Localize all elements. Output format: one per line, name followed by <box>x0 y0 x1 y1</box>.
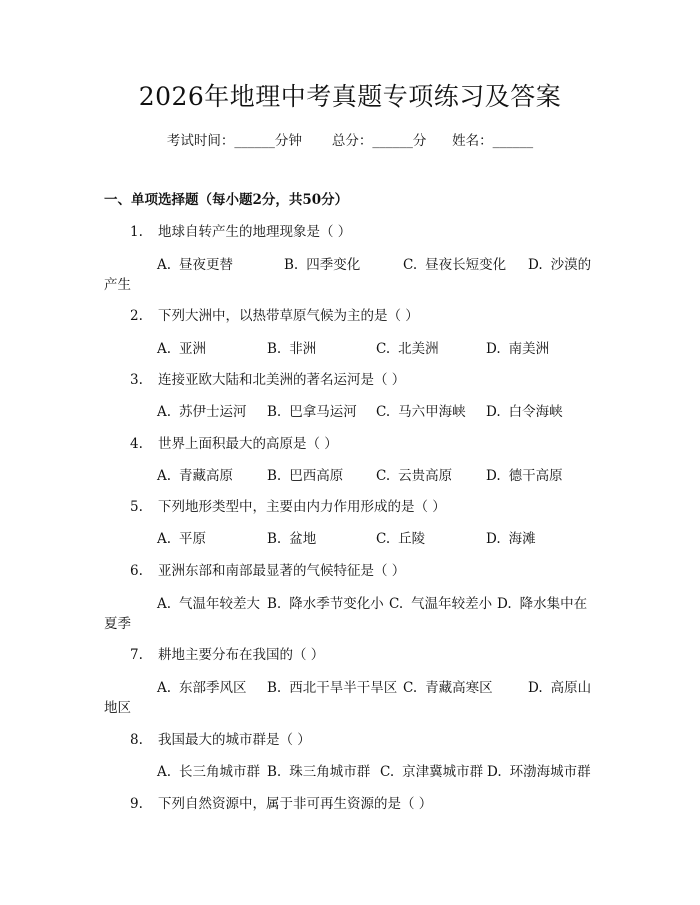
option-b: B. 非洲 <box>267 341 317 357</box>
question <box>130 371 405 389</box>
option-continuation: 地区 <box>104 700 131 716</box>
option-d: D. 白令海峡 <box>486 404 563 420</box>
question-text: 地球自转产生的地理现象是（ ） <box>158 224 352 240</box>
option-b: B. 降水季节变化小 <box>267 596 384 612</box>
option-c: C. 京津冀城市群 <box>380 764 484 780</box>
question-number: 4. <box>130 436 143 452</box>
question-text: 我国最大的城市群是（ ） <box>158 732 311 748</box>
question <box>130 223 351 241</box>
question-number: 9. <box>130 796 143 812</box>
option-continuation: 产生 <box>104 277 131 293</box>
option-a: A. 东部季风区 <box>157 680 247 696</box>
score-label: 总分： <box>331 133 373 149</box>
option-d: D. 沙漠的 <box>528 257 592 273</box>
option-a: A. 气温年较差大 <box>157 596 261 612</box>
question <box>130 562 405 580</box>
option-c: C. 丘陵 <box>376 531 426 547</box>
option-b: B. 巴拿马运河 <box>267 404 357 420</box>
question-text: 世界上面积最大的高原是（ ） <box>158 436 338 452</box>
option-c: C. 云贵高原 <box>376 468 453 484</box>
question-number: 8. <box>130 732 143 748</box>
option-c: C. 昼夜长短变化 <box>403 257 507 273</box>
option-d: D. 高原山 <box>528 680 592 696</box>
option-d: D. 降水集中在 <box>497 596 588 612</box>
option-d: D. 德干高原 <box>486 468 563 484</box>
time-blank: ______ <box>234 133 275 149</box>
question-text: 连接亚欧大陆和北美洲的著名运河是（ ） <box>158 372 406 388</box>
option-c: C. 气温年较差小 <box>389 596 493 612</box>
question-number: 2. <box>130 308 143 324</box>
option-continuation: 夏季 <box>104 616 131 632</box>
option-b: B. 珠三角城市群 <box>267 764 371 780</box>
exam-meta <box>0 132 700 150</box>
option-a: A. 平原 <box>157 531 207 547</box>
question-number: 6. <box>130 563 143 579</box>
question-number: 1. <box>130 224 143 240</box>
question <box>130 731 311 749</box>
time-label: 考试时间： <box>166 133 235 149</box>
option-a: A. 苏伊士运河 <box>157 404 247 420</box>
score-unit: 分 <box>412 133 427 149</box>
option-c: C. 青藏高寒区 <box>403 680 493 696</box>
name-blank: ______ <box>492 133 534 149</box>
name-label: 姓名： <box>452 133 493 149</box>
option-a: A. 亚洲 <box>157 341 207 357</box>
option-a: A. 青藏高原 <box>157 468 234 484</box>
question <box>130 498 446 516</box>
page-title: 2026年地理中考真题专项练习及答案 <box>138 82 562 111</box>
question <box>130 646 324 664</box>
option-b: B. 西北干旱半干旱区 <box>267 680 398 696</box>
option-b: B. 盆地 <box>267 531 317 547</box>
question-text: 耕地主要分布在我国的（ ） <box>158 647 325 663</box>
question-text: 下列大洲中，以热带草原气候为主的是（ ） <box>158 308 419 324</box>
question <box>130 435 338 453</box>
question-text: 亚洲东部和南部最显著的气候特征是（ ） <box>158 563 406 579</box>
option-b: B. 巴西高原 <box>267 468 344 484</box>
option-c: C. 北美洲 <box>376 341 439 357</box>
question-number: 7. <box>130 647 143 663</box>
option-d: D. 海滩 <box>486 531 536 547</box>
time-unit: 分钟 <box>274 133 302 149</box>
question <box>130 307 419 325</box>
question-text: 下列自然资源中，属于非可再生资源的是（ ） <box>158 796 433 812</box>
question-number: 3. <box>130 372 143 388</box>
option-d: D. 南美洲 <box>486 341 550 357</box>
option-b: B. 四季变化 <box>284 257 361 273</box>
option-a: A. 长三角城市群 <box>157 764 261 780</box>
score-blank: ______ <box>372 133 413 149</box>
option-c: C. 马六甲海峡 <box>376 404 466 420</box>
question-text: 下列地形类型中，主要由内力作用形成的是（ ） <box>158 499 446 515</box>
option-d: D. 环渤海城市群 <box>487 764 591 780</box>
option-a: A. 昼夜更替 <box>157 257 234 273</box>
question <box>130 795 432 813</box>
question-number: 5. <box>130 499 143 515</box>
section-heading: 一、单项选择题（每小题2分，共50分） <box>104 192 349 208</box>
